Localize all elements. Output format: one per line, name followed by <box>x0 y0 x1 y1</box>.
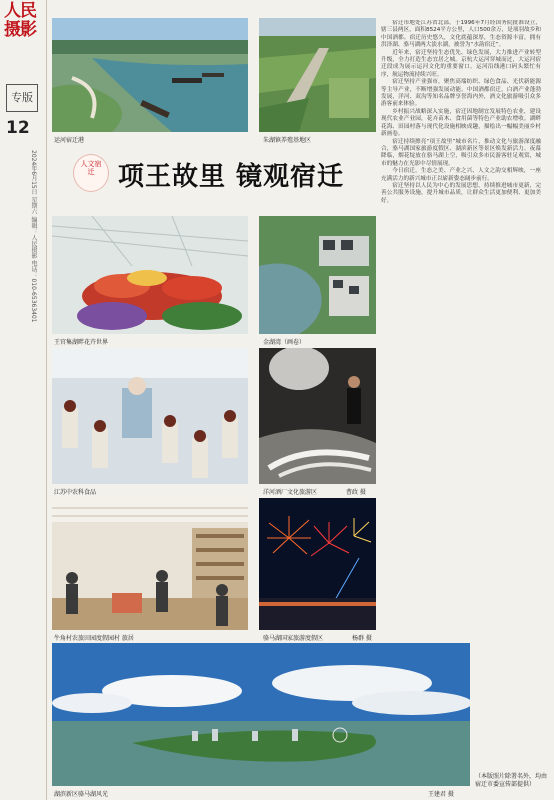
caption: 洋河酒厂文化旅游区 <box>263 489 318 496</box>
caption: 湖滨新区骆马湖风光 <box>54 791 109 798</box>
photo-canal-port <box>52 18 248 132</box>
photo-credit: 曹政 摄 <box>346 489 366 496</box>
caption: 运河宿迁港 <box>54 137 85 144</box>
photo-distillery <box>259 348 376 484</box>
caption: 骆马湖国家旅游度假区 <box>263 635 324 642</box>
photo-source-note: （本版照片除署名外，均由宿迁市委宣传部提供） <box>475 773 548 788</box>
photo-farm-aerial <box>259 18 376 132</box>
article-paragraph: 宿迁坚持以人民为中心的发展思想，持续推进城市更新，完善公共服务设施，提升城市品质，让群众生活更加便利、更加美好。 <box>381 182 541 204</box>
section-badge: 专版 <box>6 84 38 112</box>
logo-line: 摄影 <box>4 20 36 40</box>
issue-meta: 2024年6月15日 星期六 编辑：人民摄影 电话：010-65363401 <box>30 150 37 323</box>
city-seal <box>73 154 109 192</box>
article-paragraph: 近年来，宿迁坚持生态优先、绿色发展，大力推进产业转型升级，全力打造生态宜居之城。京杭大运河穿城而过，大运河宿迁段成为展示运河文化的重要窗口。运河沿线港口码头繁忙有序，航运物流持续兴旺。 <box>381 49 541 78</box>
photo-jinhu-bay <box>259 216 376 334</box>
caption: 王官集湖畔花卉世界 <box>54 339 109 346</box>
logo-line: 人民 <box>4 1 36 21</box>
article-body <box>381 20 541 790</box>
article-paragraph: 宿迁市地处江苏省北部，于1996年7月经国务院批准设立，辖三县两区，面积8524平方公里，人口500余万，是项羽故乡和中国酒都。宿迁历史悠久，文化底蕴深厚，生态资源丰富，拥有洪泽湖、骆马湖两大淡水湖，被誉为“水韵宿迁”。 <box>381 20 541 49</box>
article-paragraph: 今日宿迁，生态之美、产业之兴、人文之韵交相辉映，一座充满活力的新兴城市正以崭新姿态阔步前行。 <box>381 168 541 182</box>
photo-fireworks <box>259 498 376 630</box>
seal-mark: 人文宿迁 <box>80 160 102 176</box>
photo-food-lab <box>52 348 248 484</box>
caption: 朱湖镇养殖基地区 <box>263 137 312 144</box>
caption: 江苏中农科食品 <box>54 489 97 496</box>
photo-credit: 杨群 摄 <box>352 635 372 642</box>
left-rail <box>0 0 47 800</box>
photo-credit: 王建君 摄 <box>428 791 454 798</box>
article-paragraph: 宿迁坚持产业强市，聚焦高端纺织、绿色食品、光伏新能源等主导产业，不断增强发展动能。中国酒都宿迁，白酒产业蓬勃发展，洋河、双沟等知名品牌享誉海内外，酒文化旅游吸引众多游客前来体验。 <box>381 79 541 108</box>
caption: 金湖湾（画卷） <box>263 339 306 346</box>
masthead-logo <box>4 2 42 40</box>
caption: 牛角村农旅田园度假园村 旅居 <box>54 635 134 642</box>
article-paragraph: 宿迁持续擦亮“项王故里”城市名片，推动文化与旅游深度融合，骆马湖国家旅游度假区、湖滨新区等景区焕发新活力。夜幕降临，烟花绽放在骆马湖上空，吸引众多市民游客驻足观赏，城市的魅力在光影中尽情展现。 <box>381 138 541 167</box>
page-headline: 项王故里 镜观宿迁 <box>118 162 345 192</box>
photo-flower-world <box>52 216 248 334</box>
photo-village-bookstore <box>52 498 248 630</box>
page-number: 12 <box>6 118 30 138</box>
article-paragraph: 乡村振兴战略深入实施，宿迁因地制宜发展特色农业，建设现代农业产业园，花卉苗木、食用菌等特色产业助农增收。湖畔花海、田园村落与现代化设施相映成趣，描绘出一幅幅美丽乡村新画卷。 <box>381 108 541 138</box>
